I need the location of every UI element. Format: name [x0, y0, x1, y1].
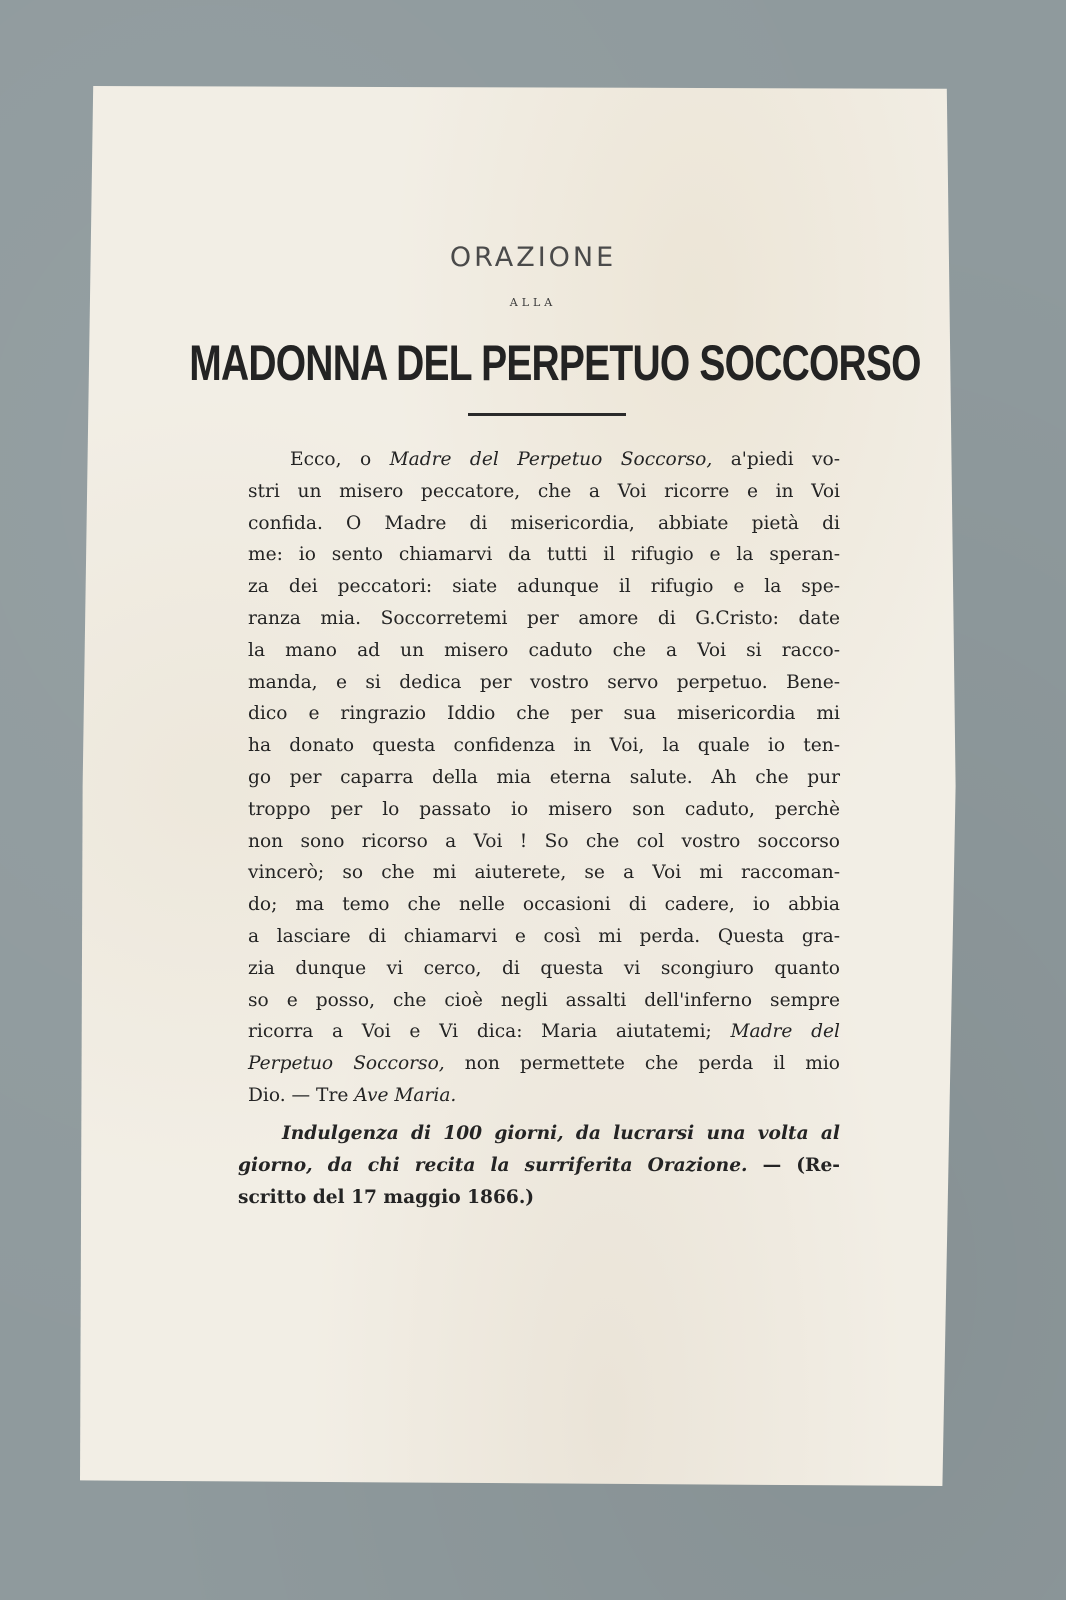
prayer-line: la mano ad un misero caduto che a Voi si racco-: [248, 639, 840, 661]
prayer-line: confida. O Madre di misericordia, abbiate pietà di: [248, 512, 840, 534]
prayer-line: Ecco, o Madre del Perpetuo Soccorso, a'piedi vo-: [290, 449, 841, 470]
connector-word: ALLA: [509, 296, 557, 309]
prayer-line: do; ma temo che nelle occasioni di cadere, io abbia: [248, 894, 840, 916]
indulgence-note: [238, 1118, 840, 1213]
prayer-text: [248, 444, 840, 1112]
prayer-line: dico e ringrazio Iddio che per sua misericordia mi: [248, 703, 840, 725]
prayer-line: ha donato questa confidenza in Voi, la quale io ten-: [248, 735, 840, 757]
document-subtitle: MADONNA DEL PERPETUO SOCCORSO: [189, 335, 921, 391]
prayer-line: manda, e si dedica per vostro servo perpetuo. Bene-: [248, 671, 840, 693]
prayer-line: ricorra a Voi e Vi dica: Maria aiutatemi; Madre del: [248, 1021, 840, 1043]
prayer-line: so e posso, che cioè negli assalti dell'inferno sempre: [248, 989, 840, 1011]
prayer-line: stri un misero peccatore, che a Voi ricorre e in Voi: [248, 480, 840, 502]
prayer-line: Dio. — Tre Ave Maria.: [248, 1084, 457, 1106]
prayer-line: a lasciare di chiamarvi e così mi perda. Questa gra-: [248, 925, 840, 947]
prayer-line: Perpetuo Soccorso, non permettete che perda il mio: [248, 1053, 840, 1075]
prayer-line: troppo per lo passato io misero son caduto, perchè: [248, 798, 840, 820]
note-line: scritto del 17 maggio 1866.): [238, 1186, 535, 1208]
note-line: giorno, da chi recita la surriferita Orazione. — (Re-: [238, 1154, 841, 1176]
prayer-line: za dei peccatori: siate adunque il rifugio e la spe-: [248, 576, 840, 598]
prayer-line: ranza mia. Soccorretemi per amore di G.Cristo: date: [248, 607, 840, 629]
prayer-line: go per caparra della mia eterna salute. Ah che pur: [248, 766, 840, 788]
note-line: Indulgenza di 100 giorni, da lucrarsi una volta al: [282, 1123, 840, 1144]
prayer-line: vincerò; so che mi aiuterete, se a Voi mi raccoman-: [248, 862, 840, 884]
prayer-line: zia dunque vi cerco, di questa vi scongiuro quanto: [248, 957, 840, 979]
prayer-line: me: io sento chiamarvi da tutti il rifugio e la speran-: [248, 544, 840, 566]
document-title: ORAZIONE: [449, 242, 617, 273]
prayer-line: non sono ricorso a Voi ! So che col vostro soccorso: [248, 830, 840, 852]
title-divider: [468, 413, 626, 416]
